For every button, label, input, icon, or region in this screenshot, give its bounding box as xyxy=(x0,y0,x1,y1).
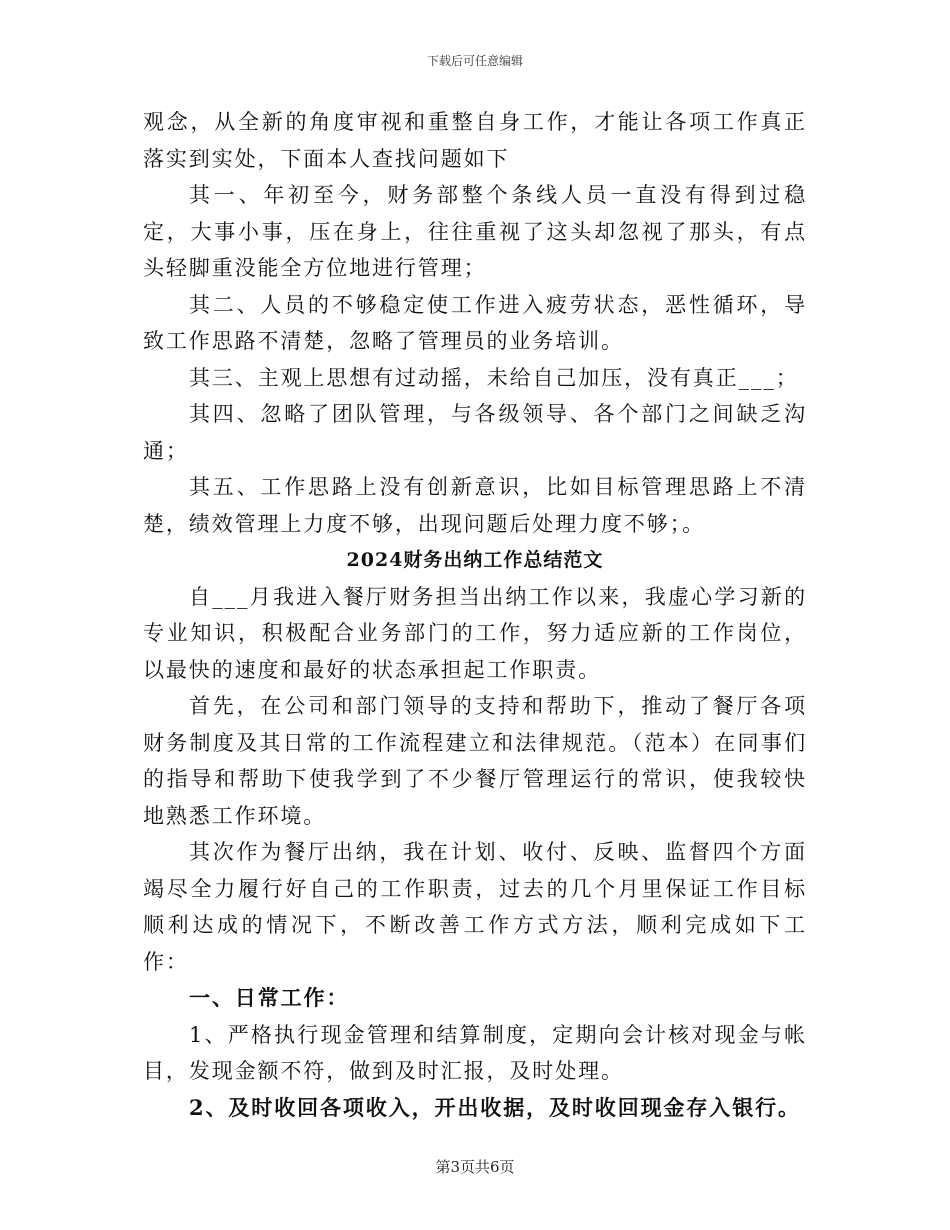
page-header: 下载后可任意编辑 xyxy=(426,54,523,68)
section-title: 2024财务出纳工作总结范文 xyxy=(346,549,604,571)
paragraph: 首先，在公司和部门领导的支持和帮助下，推动了餐厅各项财务制度及其日常的工作流程建立和法律规范。（范本）在同事们的指导和帮助下使我学到了不少餐厅管理运行的常识，使我较快地熟悉工作环境。 xyxy=(143,694,807,828)
paragraph: 观念，从全新的角度审视和重整自身工作，才能让各项工作真正落实到实处，下面本人查找问题如下 xyxy=(143,110,807,171)
paragraph: 自___月我进入餐厅财务担当出纳工作以来，我虚心学习新的专业知识，积极配合业务部门的工作，努力适应新的工作岗位，以最快的速度和最好的状态承担起工作职责。 xyxy=(143,584,807,682)
paragraph: 1、严格执行现金管理和结算制度，定期向会计核对现金与帐目，发现金额不符，做到及时汇报，及时处理。 xyxy=(143,1022,807,1083)
paragraph: 其三、主观上思想有过动摇，未给自己加压，没有真正___； xyxy=(189,365,799,390)
page-footer: 第3页共6页 xyxy=(435,1158,515,1176)
paragraph: 其次作为餐厅出纳，我在计划、收付、反映、监督四个方面竭尽全力履行好自己的工作职责，过去的几个月里保证工作目标顺利达成的情况下，不断改善工作方式方法，顺利完成如下工作： xyxy=(143,840,807,974)
subheading: 一、日常工作： xyxy=(189,985,350,1010)
paragraph: 其一、年初至今，财务部整个条线人员一直没有得到过稳定，大事小事，压在身上，往往重视了这头却忽视了那头，有点头轻脚重没能全方位地进行管理； xyxy=(143,183,807,280)
paragraph: 其二、人员的不够稳定使工作进入疲劳状态，恶性循环，导致工作思路不清楚，忽略了管理员的业务培训。 xyxy=(143,292,807,353)
paragraph: 其五、工作思路上没有创新意识，比如目标管理思路上不清楚，绩效管理上力度不够，出现问题后处理力度不够；。 xyxy=(143,475,807,536)
paragraph: 其四、忽略了团队管理，与各级领导、各个部门之间缺乏沟通； xyxy=(143,402,807,463)
document-body xyxy=(143,104,807,1126)
paragraph: 2、及时收回各项收入，开出收据，及时收回现金存入银行。 xyxy=(189,1094,801,1120)
